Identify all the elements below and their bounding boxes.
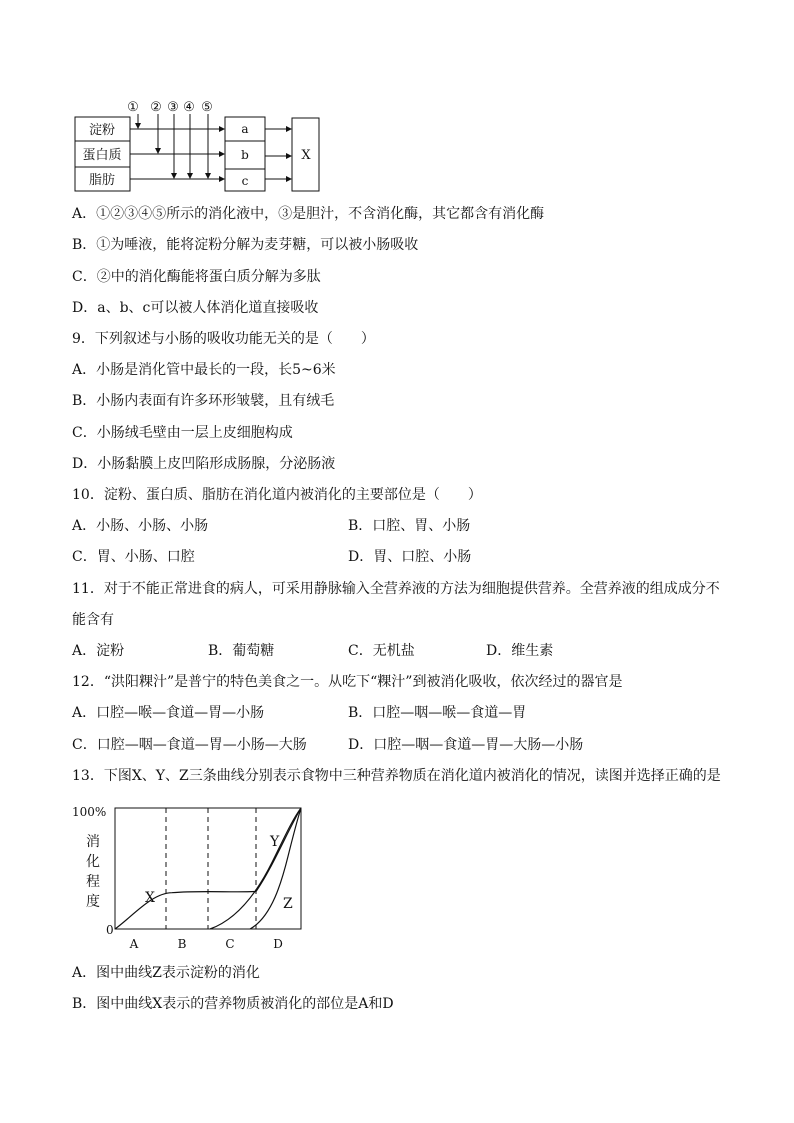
q10-option-b: B．口腔、胃、小肠 xyxy=(348,518,471,534)
input-label-fat: 脂肪 xyxy=(88,173,116,188)
x-tick-label-d: D xyxy=(273,937,283,951)
q8-option-b: B．①为唾液，能将淀粉分解为麦芽糖，可以被小肠吸收 xyxy=(72,237,419,253)
q13-option-b: B．图中曲线X表示的营养物质被消化的部位是A和D xyxy=(72,996,394,1012)
q10-option-d: D．胃、口腔、小肠 xyxy=(348,549,472,565)
q13-stem: 13．下图X、Y、Z三条曲线分别表示食物中三种营养物质在消化道内被消化的情况，读图并选择正确的是 xyxy=(72,768,721,784)
q11-option-b: B．葡萄糖 xyxy=(208,643,275,659)
series-label-z: Z xyxy=(283,896,293,912)
target-label-x: X xyxy=(301,148,311,163)
x-tick-label-a: A xyxy=(129,937,139,951)
y-axis-label-2: 化 xyxy=(86,854,100,870)
q11-option-c: C．无机盐 xyxy=(348,643,415,659)
output-label-b: b xyxy=(241,148,249,162)
input-label-starch: 淀粉 xyxy=(88,123,116,138)
q13-option-a: A．图中曲线Z表示淀粉的消化 xyxy=(72,965,260,981)
y-max-label: 100% xyxy=(72,805,107,819)
q11-option-d: D．维生素 xyxy=(486,643,554,659)
q10-option-a: A．小肠、小肠、小肠 xyxy=(72,518,209,534)
digestion-flow-diagram xyxy=(70,96,330,194)
q12-option-row-1 xyxy=(72,703,527,723)
x-tick-label-c: C xyxy=(225,937,235,951)
series-label-x: X xyxy=(145,890,155,906)
q9-stem: 9．下列叙述与小肠的吸收功能无关的是（ ） xyxy=(72,331,375,347)
q12-stem: 12．“洪阳粿汁”是普宁的特色美食之一。从吃下“粿汁”到被消化吸收，依次经过的器官是 xyxy=(72,674,623,690)
q12-option-row-2 xyxy=(72,735,584,755)
juice-number-2: ② xyxy=(150,100,162,115)
q11-option-a: A．淀粉 xyxy=(72,643,125,659)
q10-option-row-1 xyxy=(72,516,471,536)
juice-number-3: ③ xyxy=(167,100,179,115)
juice-number-4: ④ xyxy=(183,100,195,115)
q10-option-c: C．胃、小肠、口腔 xyxy=(72,549,195,565)
curve-z xyxy=(250,808,301,929)
juice-number-5: ⑤ xyxy=(201,100,213,115)
q8-option-c: C．②中的消化酶能将蛋白质分解为多肽 xyxy=(72,269,321,285)
y-axis-label-4: 度 xyxy=(86,894,100,910)
x-tick-label-b: B xyxy=(177,937,187,951)
q11-option-row xyxy=(72,641,554,661)
q12-option-b: B．口腔—咽—喉—食道—胃 xyxy=(348,705,527,721)
q11-stem-line-1: 11．对于不能正常进食的病人，可采用静脉输入全营养液的方法为细胞提供营养。全营养液的组成成分不 xyxy=(72,581,720,597)
q10-option-row-2 xyxy=(72,547,472,567)
digestion-degree-chart xyxy=(72,800,312,960)
q9-option-b: B．小肠内表面有许多环形皱襞，且有绒毛 xyxy=(72,393,335,409)
q9-option-a: A．小肠是消化管中最长的一段，长5~6米 xyxy=(72,362,336,378)
y-axis-label-3: 程 xyxy=(86,874,100,890)
q8-option-a: A．①②③④⑤所示的消化液中，③是胆汁，不含消化酶，其它都含有消化酶 xyxy=(72,206,545,222)
input-label-protein: 蛋白质 xyxy=(82,148,122,163)
y-axis-label-1: 消 xyxy=(86,834,100,850)
juice-number-1: ① xyxy=(127,100,139,115)
q11-stem-line-2: 能含有 xyxy=(72,612,114,628)
series-label-y: Y xyxy=(270,834,280,850)
output-label-c: c xyxy=(241,174,249,188)
q10-stem: 10．淀粉、蛋白质、脂肪在消化道内被消化的主要部位是（ ） xyxy=(72,487,482,503)
q12-option-d: D．口腔—咽—食道—胃—大肠—小肠 xyxy=(348,737,584,753)
region-dividers xyxy=(166,808,256,929)
y-min-label: 0 xyxy=(106,923,114,937)
q12-option-c: C．口腔—咽—食道—胃—小肠—大肠 xyxy=(72,737,307,753)
q12-option-a: A．口腔—喉—食道—胃—小肠 xyxy=(72,705,265,721)
output-label-a: a xyxy=(241,122,249,136)
q9-option-d: D．小肠黏膜上皮凹陷形成肠腺，分泌肠液 xyxy=(72,456,336,472)
q9-option-c: C．小肠绒毛壁由一层上皮细胞构成 xyxy=(72,425,293,441)
q8-option-d: D．a、b、c可以被人体消化道直接吸收 xyxy=(72,300,319,316)
